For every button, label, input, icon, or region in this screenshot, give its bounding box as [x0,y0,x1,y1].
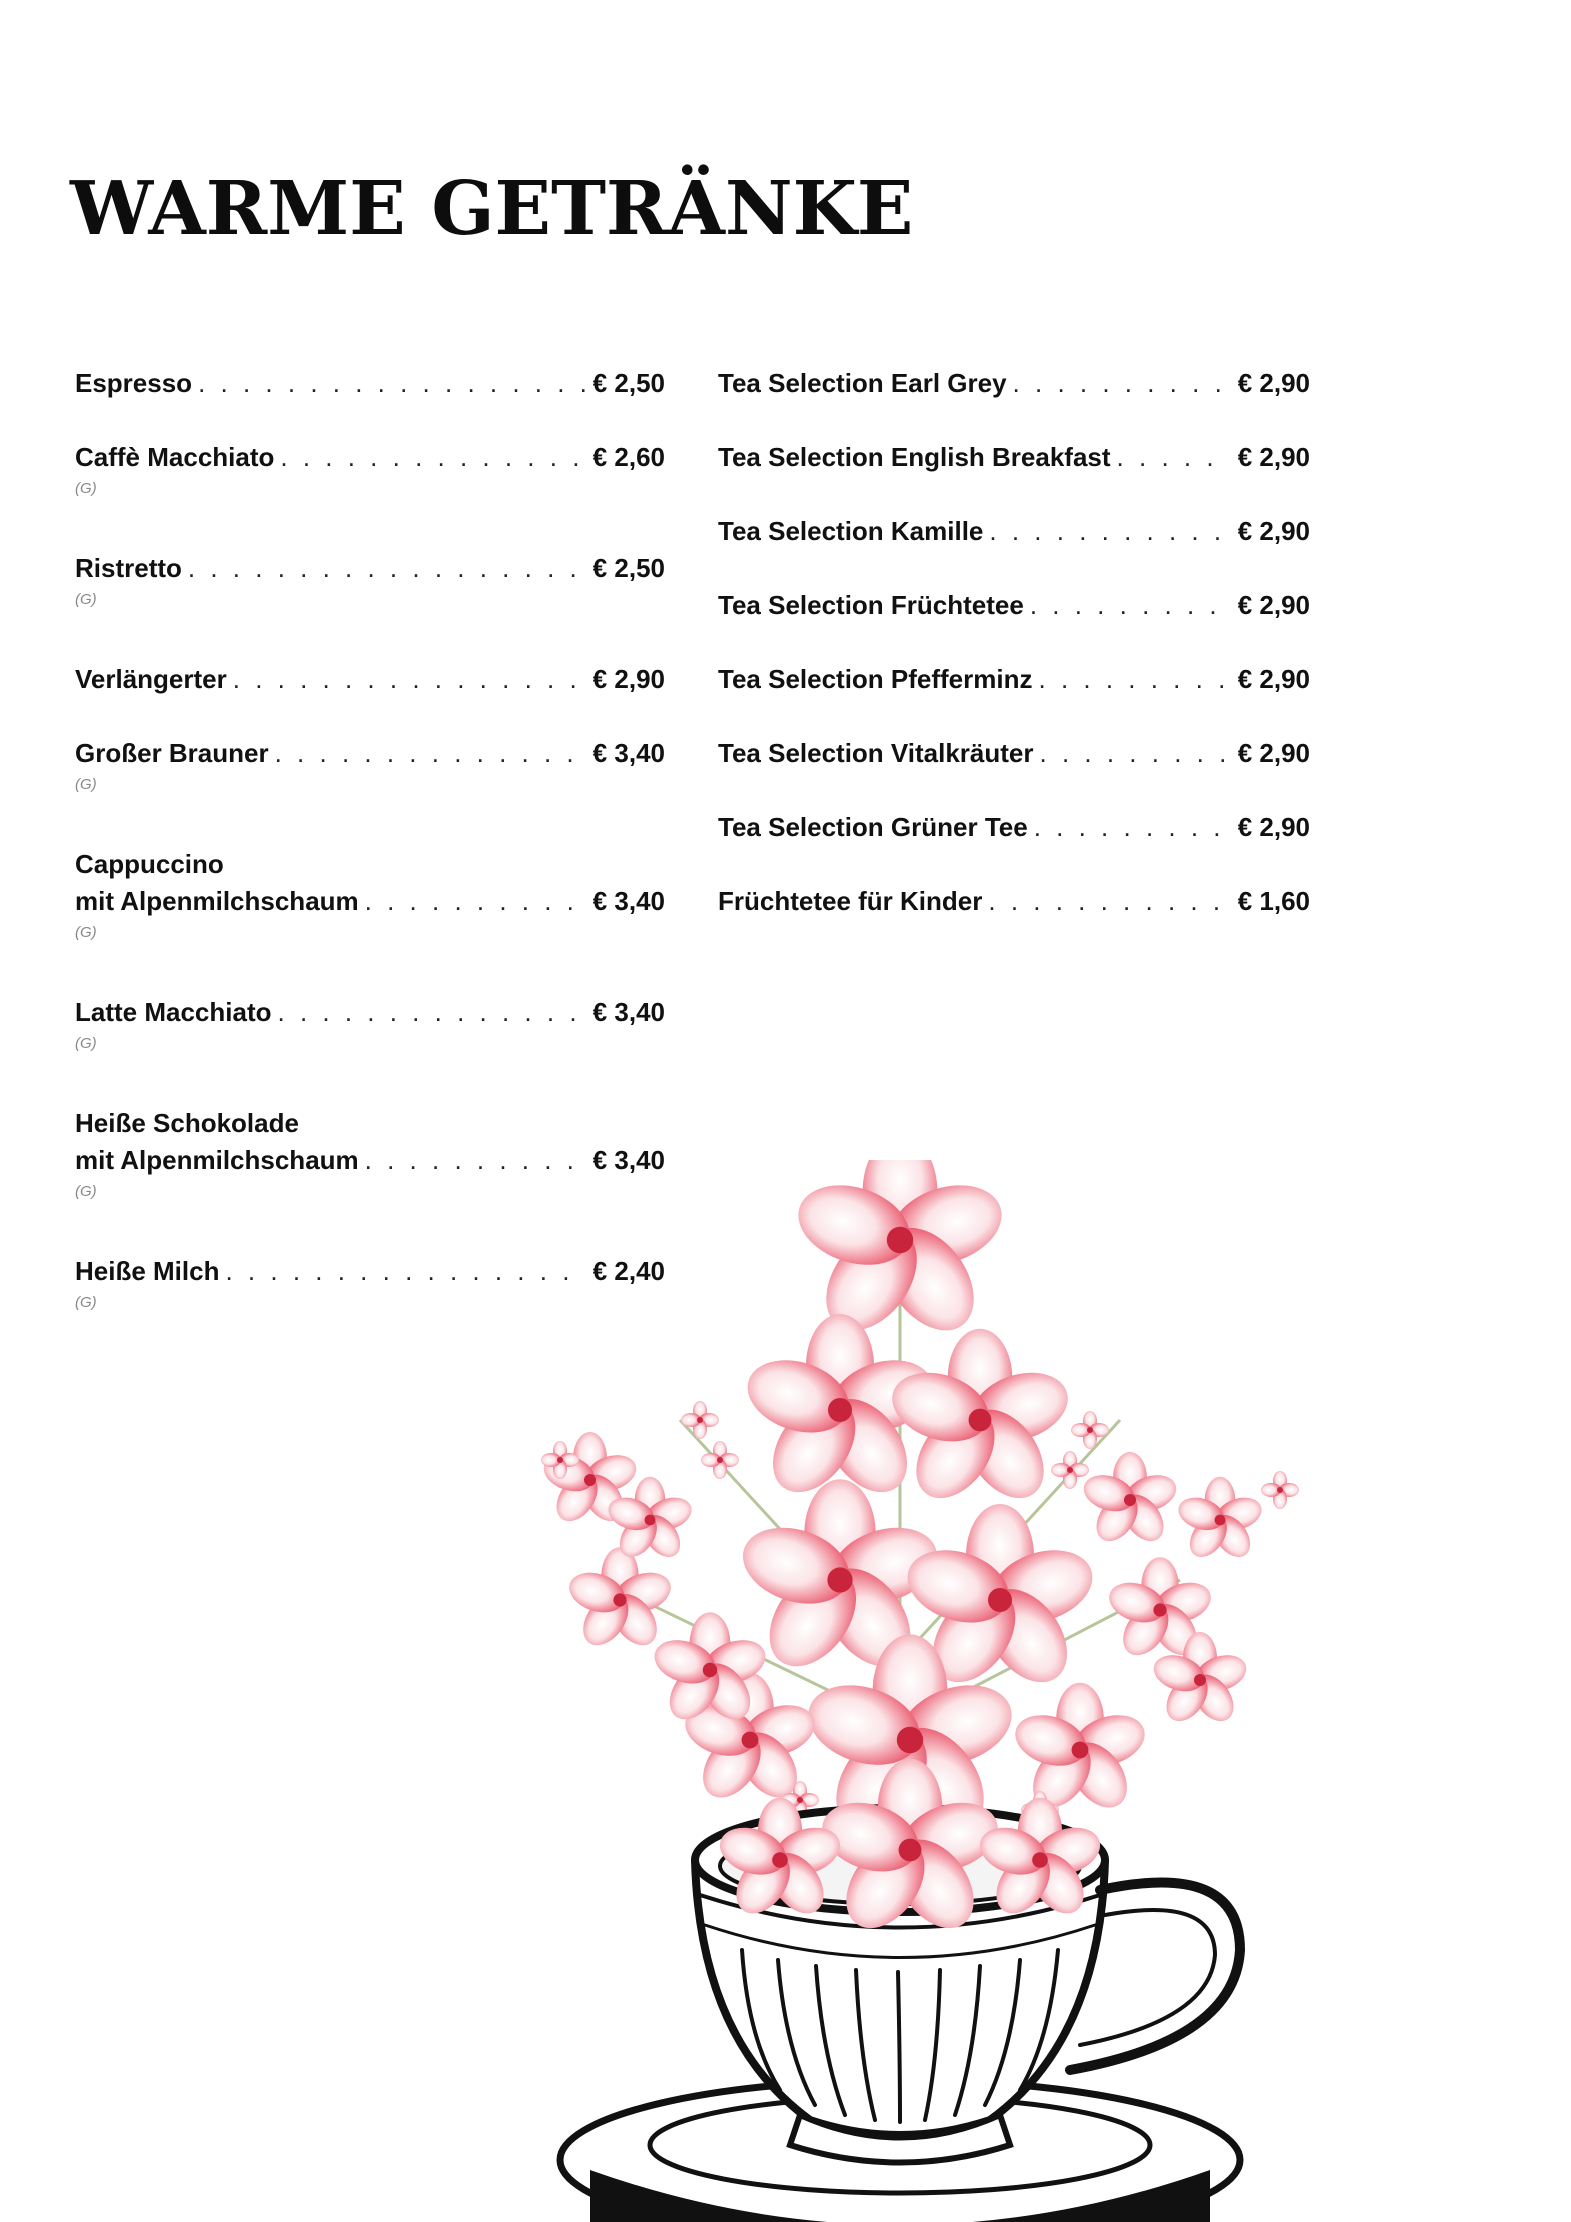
item-price: € 1,60 [1237,886,1310,916]
allergen-note: (G) [75,1035,97,1052]
menu-item-tea-vitalkraeuter [718,735,1310,772]
menu-item-tea-english-breakfast [718,439,1310,476]
allergen-note: (G) [75,591,97,608]
menu-item-caffe-macchiato [75,439,665,499]
item-name: mit Alpenmilchschaum [75,1145,359,1175]
item-price: € 2,90 [1237,812,1310,842]
item-price: € 2,90 [1237,664,1310,694]
menu-item-tea-earl-grey [718,365,1310,402]
menu-item-tea-pfefferminz [718,661,1310,698]
item-price: € 2,90 [1237,738,1310,768]
item-price: € 3,40 [592,886,665,916]
dot-leader [1117,439,1230,476]
item-price: € 3,40 [592,738,665,768]
item-name: Tea Selection Vitalkräuter [718,738,1034,768]
item-name: Caffè Macchiato [75,442,275,472]
dot-leader [1013,365,1230,402]
item-price: € 2,90 [1237,590,1310,620]
menu-item-fruechtetee-kinder [718,883,1310,920]
item-price: € 2,50 [592,553,665,583]
allergen-note: (G) [75,776,97,793]
dot-leader [1039,661,1230,698]
menu-item-espresso [75,365,665,402]
dot-leader [275,735,585,772]
dot-leader [989,513,1229,550]
item-price: € 2,90 [592,664,665,694]
dot-leader [280,439,584,476]
teacup-with-blossoms-icon [480,1160,1360,2222]
item-price: € 2,50 [592,368,665,398]
menu-item-tea-gruener-tee [718,809,1310,846]
item-price: € 2,90 [1237,442,1310,472]
item-name: Tea Selection Earl Grey [718,368,1007,398]
item-name: mit Alpenmilchschaum [75,886,359,916]
dot-leader [278,994,585,1031]
menu-item-tea-fruechtetee [718,587,1310,624]
allergen-note: (G) [75,480,97,497]
item-name: Tea Selection Grüner Tee [718,812,1028,842]
menu-item-tea-kamille [718,513,1310,550]
page-title: WARME GETRÄNKE [70,166,914,252]
item-price: € 2,40 [592,1256,665,1286]
dot-leader [233,661,585,698]
item-price: € 2,90 [1237,516,1310,546]
menu-item-cappuccino [75,846,665,943]
item-name: Verlängerter [75,664,227,694]
dot-leader [188,550,585,587]
item-price: € 3,40 [592,997,665,1027]
allergen-note: (G) [75,1183,97,1200]
menu-item-latte-macchiato [75,994,665,1054]
item-price: € 3,40 [592,1145,665,1175]
dot-leader [365,883,585,920]
item-name: Großer Brauner [75,738,269,768]
dot-leader [1034,809,1230,846]
dot-leader [1030,587,1230,624]
item-name: Latte Macchiato [75,997,272,1027]
item-name: Tea Selection English Breakfast [718,442,1111,472]
item-name: Espresso [75,368,193,398]
item-name: Heiße Milch [75,1256,220,1286]
dot-leader [988,883,1229,920]
item-name: Früchtetee für Kinder [718,886,983,916]
dot-leader [1040,735,1230,772]
allergen-note: (G) [75,924,97,941]
dot-leader [198,365,585,402]
item-name: Tea Selection Früchtetee [718,590,1024,620]
menu-item-verlaengerter [75,661,665,698]
allergen-note: (G) [75,1294,97,1311]
item-name: Tea Selection Kamille [718,516,984,546]
menu-item-ristretto [75,550,665,610]
item-name: Ristretto [75,553,182,583]
item-price: € 2,90 [1237,368,1310,398]
item-price: € 2,60 [592,442,665,472]
menu-item-grosser-brauner [75,735,665,795]
item-name: Tea Selection Pfefferminz [718,664,1033,694]
item-name-line1: Cappuccino [75,849,224,879]
item-name-line1: Heiße Schokolade [75,1108,299,1138]
